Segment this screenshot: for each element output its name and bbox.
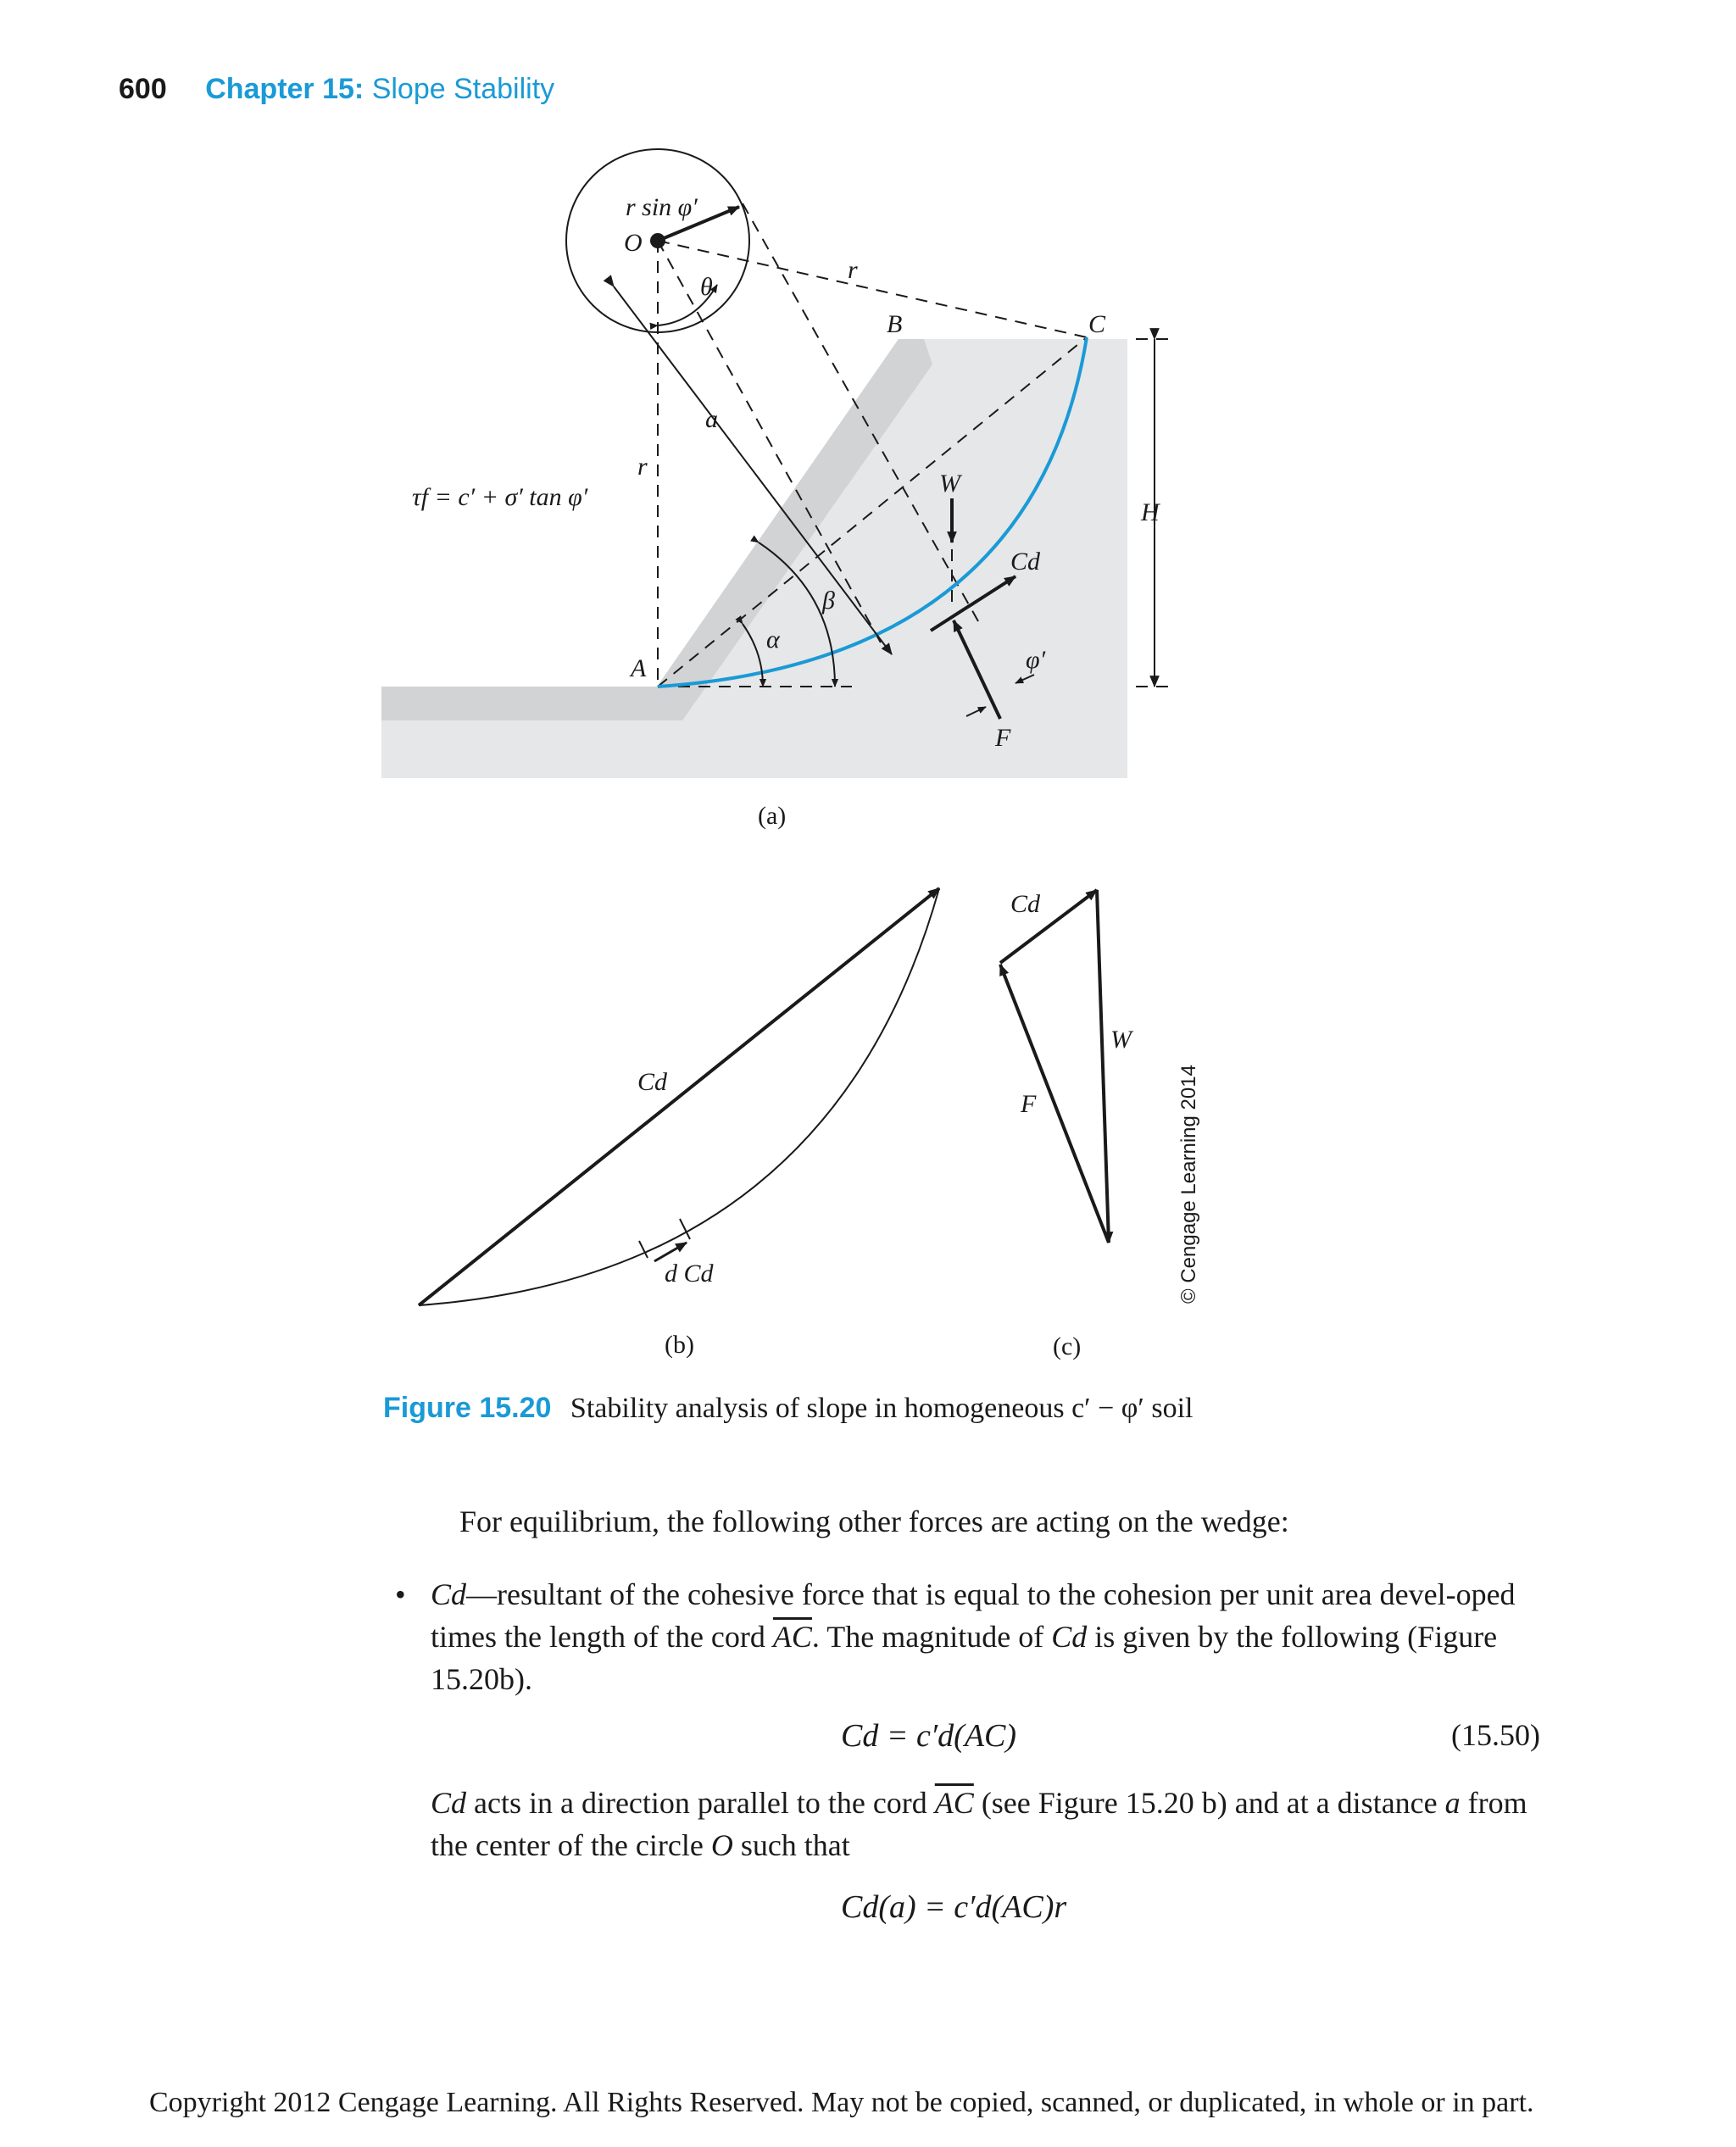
label-r-top: r [848, 256, 858, 284]
symbol-cd-3: Cd [431, 1786, 467, 1820]
paragraph-cd-direction [431, 1782, 1550, 1866]
label-f: F [995, 724, 1011, 752]
label-a-dist: a [705, 405, 718, 433]
force-f-c [1000, 965, 1109, 1243]
radius-oc [658, 241, 1087, 337]
symbol-cd: Cd [431, 1577, 467, 1611]
chapter-title: Slope Stability [371, 73, 555, 105]
label-f-c: F [1021, 1090, 1037, 1118]
copyright-footer: Copyright 2012 Cengage Learning. All Rights Reserved. May not be copied, scanned, or duplicated, in whole or in part. [149, 2087, 1534, 2118]
label-r-left: r [637, 453, 648, 481]
copyright-vertical: © Cengage Learning 2014 [1177, 1065, 1200, 1304]
label-b: B [887, 310, 903, 338]
bullet-marker: • [395, 1577, 406, 1611]
p3-part-c: from the center of the circle [431, 1786, 1527, 1862]
label-phi: φ′ [1026, 646, 1046, 674]
label-alpha: α [766, 626, 780, 654]
force-w-c [1097, 890, 1109, 1243]
panel-b [419, 888, 939, 1359]
symbol-ac-2: $\overline{AC}$ [934, 1786, 974, 1820]
label-a-point: A [631, 654, 647, 682]
label-c: C [1088, 310, 1106, 338]
panel-a-label: (a) [758, 802, 787, 830]
figure-caption-text: Stability analysis of slope in homogeneous c′ − φ′ soil [570, 1393, 1194, 1424]
label-h: H [1141, 498, 1160, 526]
p2-part-b: . The magnitude of [811, 1620, 1044, 1654]
p3-part-b: (see Figure 15.20 b) and at a distance [981, 1786, 1438, 1820]
panel-b-label: (b) [665, 1331, 694, 1359]
paragraph-cd-definition [431, 1573, 1550, 1700]
symbol-cd-2: Cd [1051, 1620, 1088, 1654]
label-beta: β [822, 587, 835, 615]
label-w: W [939, 470, 960, 498]
figure-caption [383, 1392, 1193, 1425]
label-cd-b: Cd [637, 1068, 668, 1096]
equation-moment: Cd(a) = c′d(AC)r [841, 1889, 1067, 1925]
page-number: 600 [119, 73, 167, 105]
panel-a [381, 149, 1170, 830]
p3-part-d: such that [740, 1828, 850, 1862]
panel-c [1000, 890, 1134, 1360]
paragraph-equilibrium: For equilibrium, the following other forces are acting on the wedge: [459, 1505, 1289, 1538]
panel-c-label: (c) [1053, 1332, 1082, 1360]
symbol-ac: $\overline{AC}$ [772, 1620, 812, 1654]
symbol-o: O [710, 1828, 733, 1862]
label-cd-a: Cd [1010, 548, 1041, 576]
label-r-sin-phi: r sin φ′ [626, 193, 698, 221]
dcd-tick-2 [680, 1219, 690, 1239]
label-tau: τf = c′ + σ′ tan φ′ [412, 483, 588, 511]
p3-part-a: acts in a direction parallel to the cord [474, 1786, 927, 1820]
label-o: O [624, 229, 643, 257]
label-w-c: W [1110, 1026, 1132, 1054]
symbol-a: a [1444, 1786, 1461, 1820]
figure-label: Figure 15.20 [383, 1392, 552, 1424]
equation-number: (15.50) [1451, 1718, 1540, 1752]
p2-part-c: is given by the following (Figure 15.20b). [431, 1620, 1498, 1696]
label-theta: θ [700, 273, 713, 301]
label-dcd: d Cd [665, 1260, 714, 1288]
chord-vector-cd [419, 888, 939, 1305]
p2-part-a: —resultant of the cohesive force that is equal to the cohesion per unit area devel-oped times the length of the cord [431, 1577, 1516, 1654]
equation-15-50: Cd = c′d(AC) [841, 1718, 1017, 1754]
chapter-label: Chapter 15: [205, 73, 364, 105]
label-cd-c: Cd [1010, 890, 1041, 918]
